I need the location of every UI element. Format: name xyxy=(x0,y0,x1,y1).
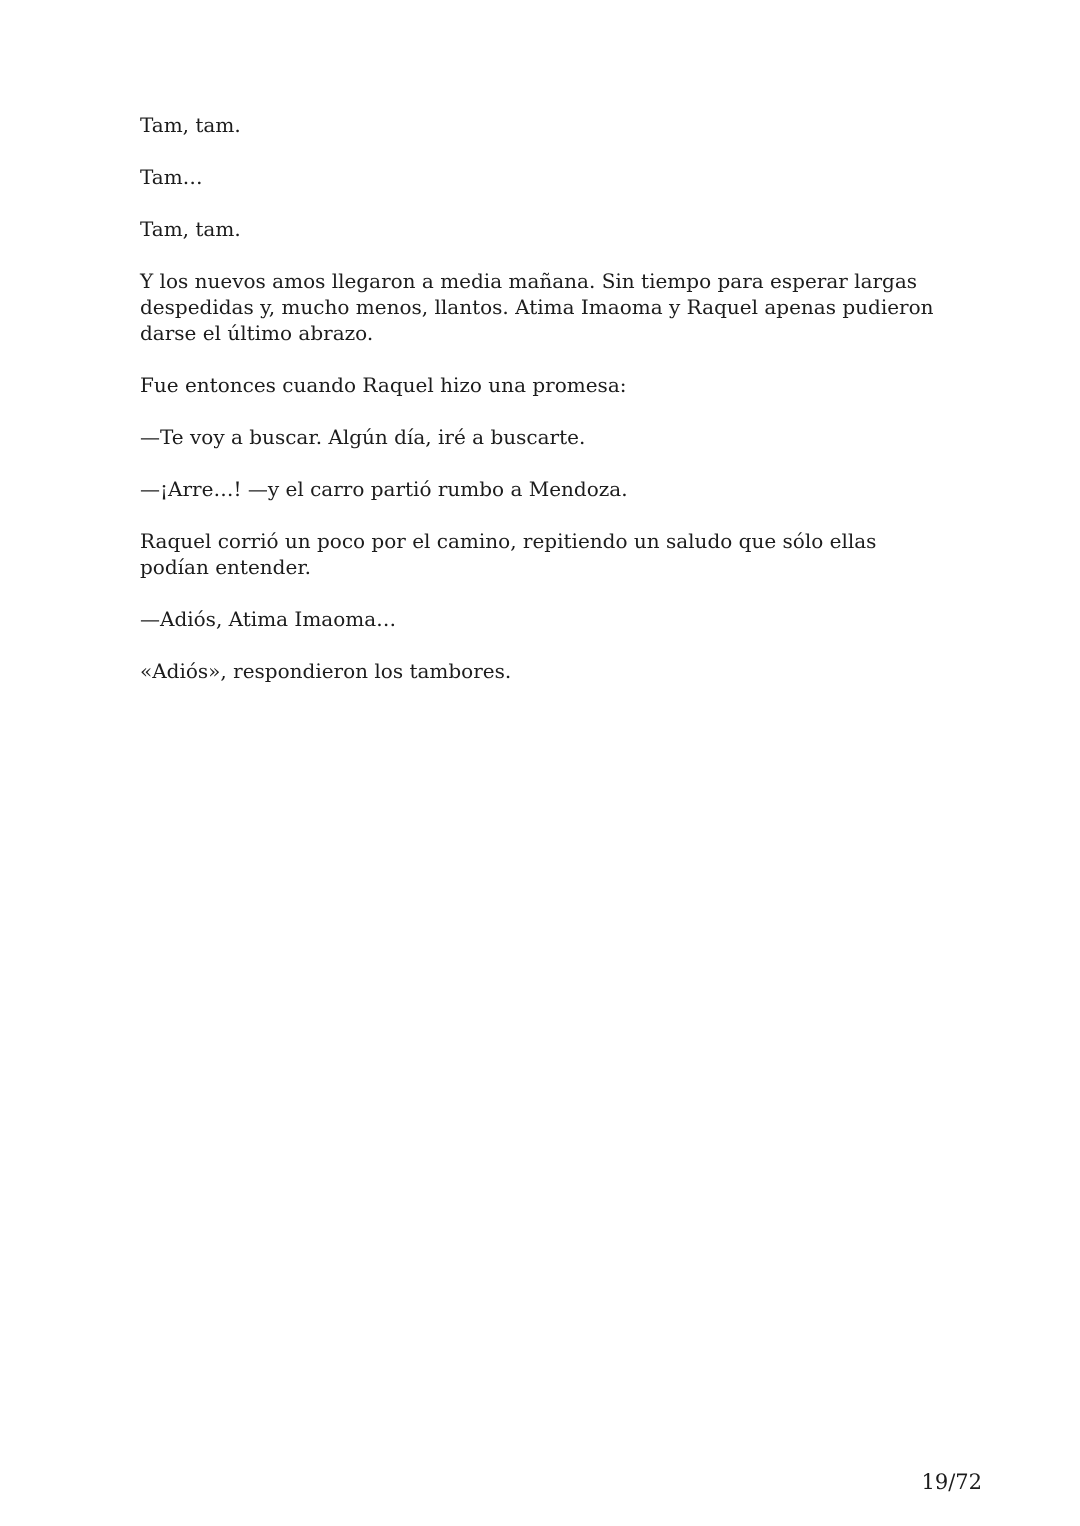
paragraph: —Te voy a buscar. Algún día, iré a buscarte. xyxy=(140,425,586,449)
paragraph: Y los nuevos amos llegaron a media mañana. Sin tiempo para esperar largas despedidas y, mucho menos, llantos. Atima Imaoma y Raquel apenas pudieron darse el último abrazo. xyxy=(140,269,934,345)
paragraph: —¡Arre…! —y el carro partió rumbo a Mendoza. xyxy=(140,477,628,501)
paragraph: —Adiós, Atima Imaoma… xyxy=(140,607,397,631)
paragraph: Tam, tam. xyxy=(140,113,241,137)
paragraph: Tam, tam. xyxy=(140,217,241,241)
paragraph: «Adiós», respondieron los tambores. xyxy=(140,659,512,683)
page-indicator: 19/72 xyxy=(921,1470,982,1494)
paragraph: Fue entonces cuando Raquel hizo una promesa: xyxy=(140,373,627,397)
text-block xyxy=(140,112,940,710)
paragraph: Tam… xyxy=(140,165,203,189)
paragraph: Raquel corrió un poco por el camino, repitiendo un saludo que sólo ellas podían entender. xyxy=(140,529,877,579)
